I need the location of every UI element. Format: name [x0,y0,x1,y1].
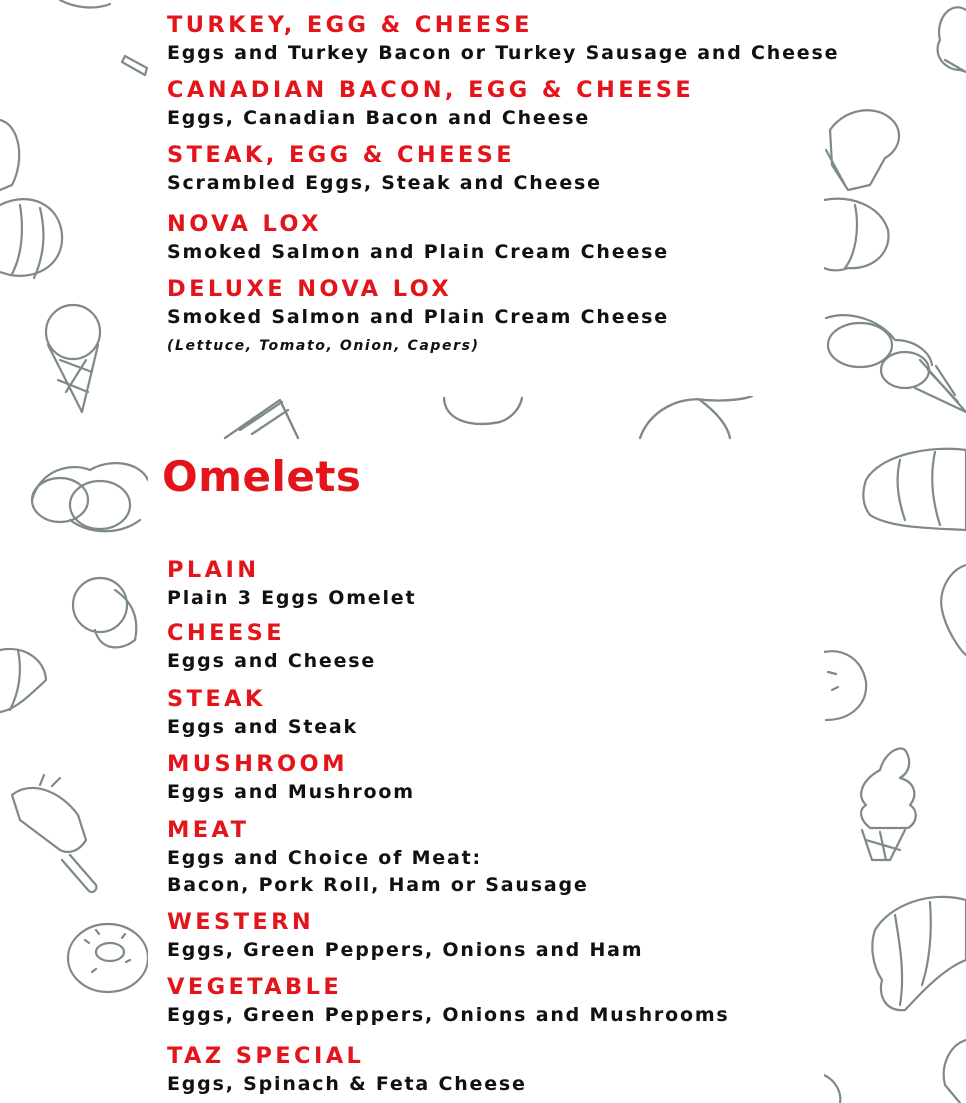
menu-item-name: TAZ SPECIAL [167,1043,365,1069]
menu-item-name: PLAIN [167,557,260,583]
menu-item-description: Eggs and Steak [167,716,358,738]
menu-item-description: Eggs and Choice of Meat: [167,847,482,869]
menu-item-description: Eggs, Green Peppers, Onions and Mushrooms [167,1004,730,1026]
ice-cream-icon [938,7,966,72]
ice-cream-cone-icon [826,315,966,412]
menu-item-note: (Lettuce, Tomato, Onion, Capers) [167,338,480,354]
menu-item-description: Eggs and Turkey Bacon or Turkey Sausage and Cheese [167,42,840,64]
menu-item-description: Eggs, Spinach & Feta Cheese [167,1073,527,1095]
section-title: Omelets [162,452,362,501]
menu-item-name: STEAK [167,686,266,712]
menu-item-description: Eggs and Cheese [167,650,377,672]
menu-item-name: WESTERN [167,909,315,935]
croissant-icon [0,199,62,278]
popsicle-icon [12,775,96,892]
menu-item-description: Smoked Salmon and Plain Cream Cheese [167,306,669,328]
menu-item-name: TURKEY, EGG & CHEESE [167,12,533,38]
ice-cream-scoop-icon [941,565,966,655]
donut-icon [824,651,866,720]
croissant-icon [944,1040,966,1103]
croissant-icon [0,649,46,712]
wafer-icon [122,56,147,75]
croissant-icon [0,120,19,190]
menu-item-name: NOVA LOX [167,211,322,237]
menu-item-description: Smoked Salmon and Plain Cream Cheese [167,241,669,263]
ice-cream-scoop-icon [73,578,136,647]
menu-item-name: CHEESE [167,620,286,646]
donut-icon [68,924,148,992]
croissant-icon [872,897,966,1010]
bread-loaf-icon [863,449,966,530]
menu-item-description: Plain 3 Eggs Omelet [167,587,417,609]
croissant-icon [60,0,110,7]
menu-item-description-line2: Bacon, Pork Roll, Ham or Sausage [167,874,589,896]
menu-item-name: DELUXE NOVA LOX [167,276,453,302]
menu-item-name: STEAK, EGG & CHEESE [167,142,516,168]
menu-item-name: VEGETABLE [167,974,343,1000]
menu-item-description: Eggs, Canadian Bacon and Cheese [167,107,591,129]
ice-cream-cone-icon [46,305,100,412]
menu-item-name: MUSHROOM [167,751,348,777]
menu-item-description: Eggs and Mushroom [167,781,415,803]
bread-icon [824,1075,840,1103]
menu-item-description: Scrambled Eggs, Steak and Cheese [167,172,602,194]
toast-icon [826,110,899,190]
doodle-strip-art [148,396,824,440]
bread-roll-icon [824,199,888,271]
soft-serve-icon [861,748,916,860]
bread-braid-icon [32,463,148,531]
menu-item-name: MEAT [167,817,250,843]
menu-item-name: CANADIAN BACON, EGG & CHEESE [167,77,695,103]
menu-item-description: Eggs, Green Peppers, Onions and Ham [167,939,644,961]
